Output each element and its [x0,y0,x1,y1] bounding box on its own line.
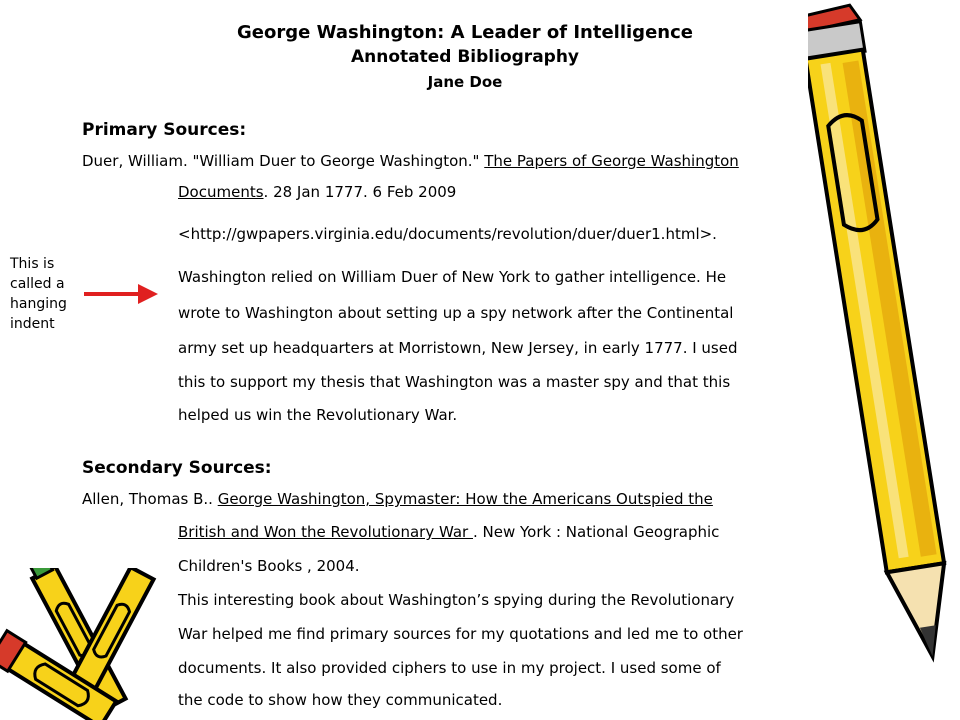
secondary-citation-line-1 [82,490,713,508]
secondary-citation-line-2 [178,523,719,541]
primary-annotation-line: helped us win the Revolutionary War. [178,406,458,424]
document-title: George Washington: A Leader of Intelligence [237,22,693,43]
pencils-icon [0,568,185,720]
primary-citation-line-1 [82,152,739,170]
citation-publication-title: The Papers of George Washington [484,152,739,170]
primary-annotation-line: wrote to Washington about setting up a spy network after the Continental [178,304,734,322]
hanging-indent-note: This is called a hanging indent [10,256,67,332]
document-subtitle: Annotated Bibliography [350,47,580,67]
secondary-annotation-line: the code to show how they communicated. [178,691,503,709]
citation-publisher: . New York : National Geographic [472,523,720,541]
secondary-annotation-line: War helped me find primary sources for my quotations and led me to other [178,625,743,643]
citation-dates: . 28 Jan 1777. 6 Feb 2009 [263,183,457,201]
citation-author-title: Duer, William. "William Duer to George Washington." [82,152,485,170]
primary-annotation-line: Washington relied on William Duer of New York to gather intelligence. He [178,268,727,286]
primary-citation-url: <http://gwpapers.virginia.edu/documents/revolution/duer/duer1.html>. [178,225,717,243]
secondary-citation-line-3: Children's Books , 2004. [178,557,360,575]
secondary-annotation-line: This interesting book about Washington’s spying during the Revolutionary [178,591,735,609]
secondary-sources-heading: Secondary Sources: [82,458,272,478]
primary-annotation-line: army set up headquarters at Morristown, New Jersey, in early 1777. I used [178,339,738,357]
primary-sources-heading: Primary Sources: [82,120,247,140]
citation-publication-title-cont: Documents [178,183,264,201]
primary-annotation-line: this to support my thesis that Washington was a master spy and that this [178,373,731,391]
pencil-icon [808,0,960,700]
citation-book-title-cont: British and Won the Revolutionary War [178,523,473,541]
secondary-annotation-line: documents. It also provided ciphers to use in my project. I used some of [178,659,721,677]
primary-citation-line-2 [178,183,456,201]
citation-author: Allen, Thomas B.. [82,490,218,508]
author-name: Jane Doe [427,73,503,91]
red-arrow-icon [82,281,162,307]
citation-book-title: George Washington, Spymaster: How the Americans Outspied the [217,490,713,508]
